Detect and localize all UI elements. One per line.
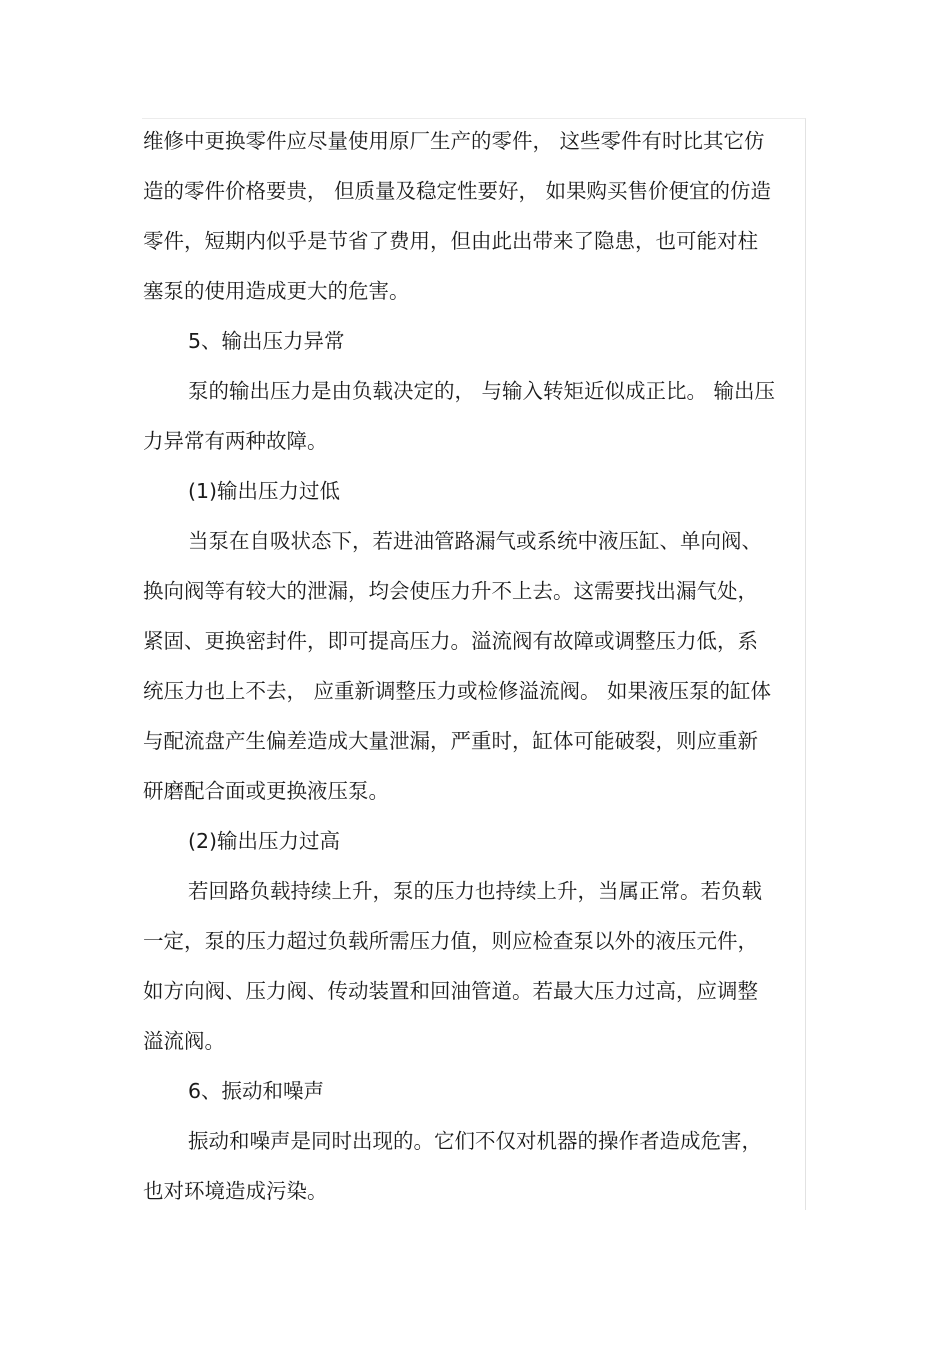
text-line: 换向阀等有较大的泄漏，均会使压力升不上去。这需要找出漏气处， (143, 579, 758, 603)
text-line: 紧固、更换密封件，即可提高压力。溢流阀有故障或调整压力低，系 (143, 629, 758, 653)
text-line: 研磨配合面或更换液压泵。 (143, 779, 389, 803)
text-line: 与配流盘产生偏差造成大量泄漏，严重时，缸体可能破裂，则应重新 (143, 729, 758, 753)
text-line: 统压力也上不去， 应重新调整压力或检修溢流阀。 如果液压泵的缸体 (143, 679, 772, 703)
document-body (143, 116, 807, 1216)
section-heading: 6、振动和噪声 (188, 1079, 325, 1103)
text-line: 如方向阀、压力阀、传动装置和回油管道。若最大压力过高，应调整 (143, 979, 758, 1003)
text-line: 当泵在自吸状态下，若进油管路漏气或系统中液压缸、单向阀、 (188, 529, 762, 553)
text-line: 塞泵的使用造成更大的危害。 (143, 279, 410, 303)
text-line: 振动和噪声是同时出现的。它们不仅对机器的操作者造成危害， (188, 1129, 762, 1153)
subsection-heading: (2)输出压力过高 (188, 829, 341, 853)
text-line: 一定，泵的压力超过负载所需压力值，则应检查泵以外的液压元件， (143, 929, 758, 953)
text-line: 溢流阀。 (143, 1029, 225, 1053)
text-line: 泵的输出压力是由负载决定的， 与输入转矩近似成正比。 输出压 (188, 379, 776, 403)
text-line: 也对环境造成污染。 (143, 1179, 328, 1203)
text-line: 维修中更换零件应尽量使用原厂生产的零件， 这些零件有时比其它仿 (143, 129, 765, 153)
text-line: 力异常有两种故障。 (143, 429, 328, 453)
text-line: 造的零件价格要贵， 但质量及稳定性要好， 如果购买售价便宜的仿造 (143, 179, 772, 203)
section-heading: 5、输出压力异常 (188, 329, 345, 353)
subsection-heading: (1)输出压力过低 (188, 479, 341, 503)
text-line: 零件，短期内似乎是节省了费用，但由此出带来了隐患，也可能对柱 (143, 229, 758, 253)
text-line: 若回路负载持续上升，泵的压力也持续上升，当属正常。若负载 (188, 879, 762, 903)
